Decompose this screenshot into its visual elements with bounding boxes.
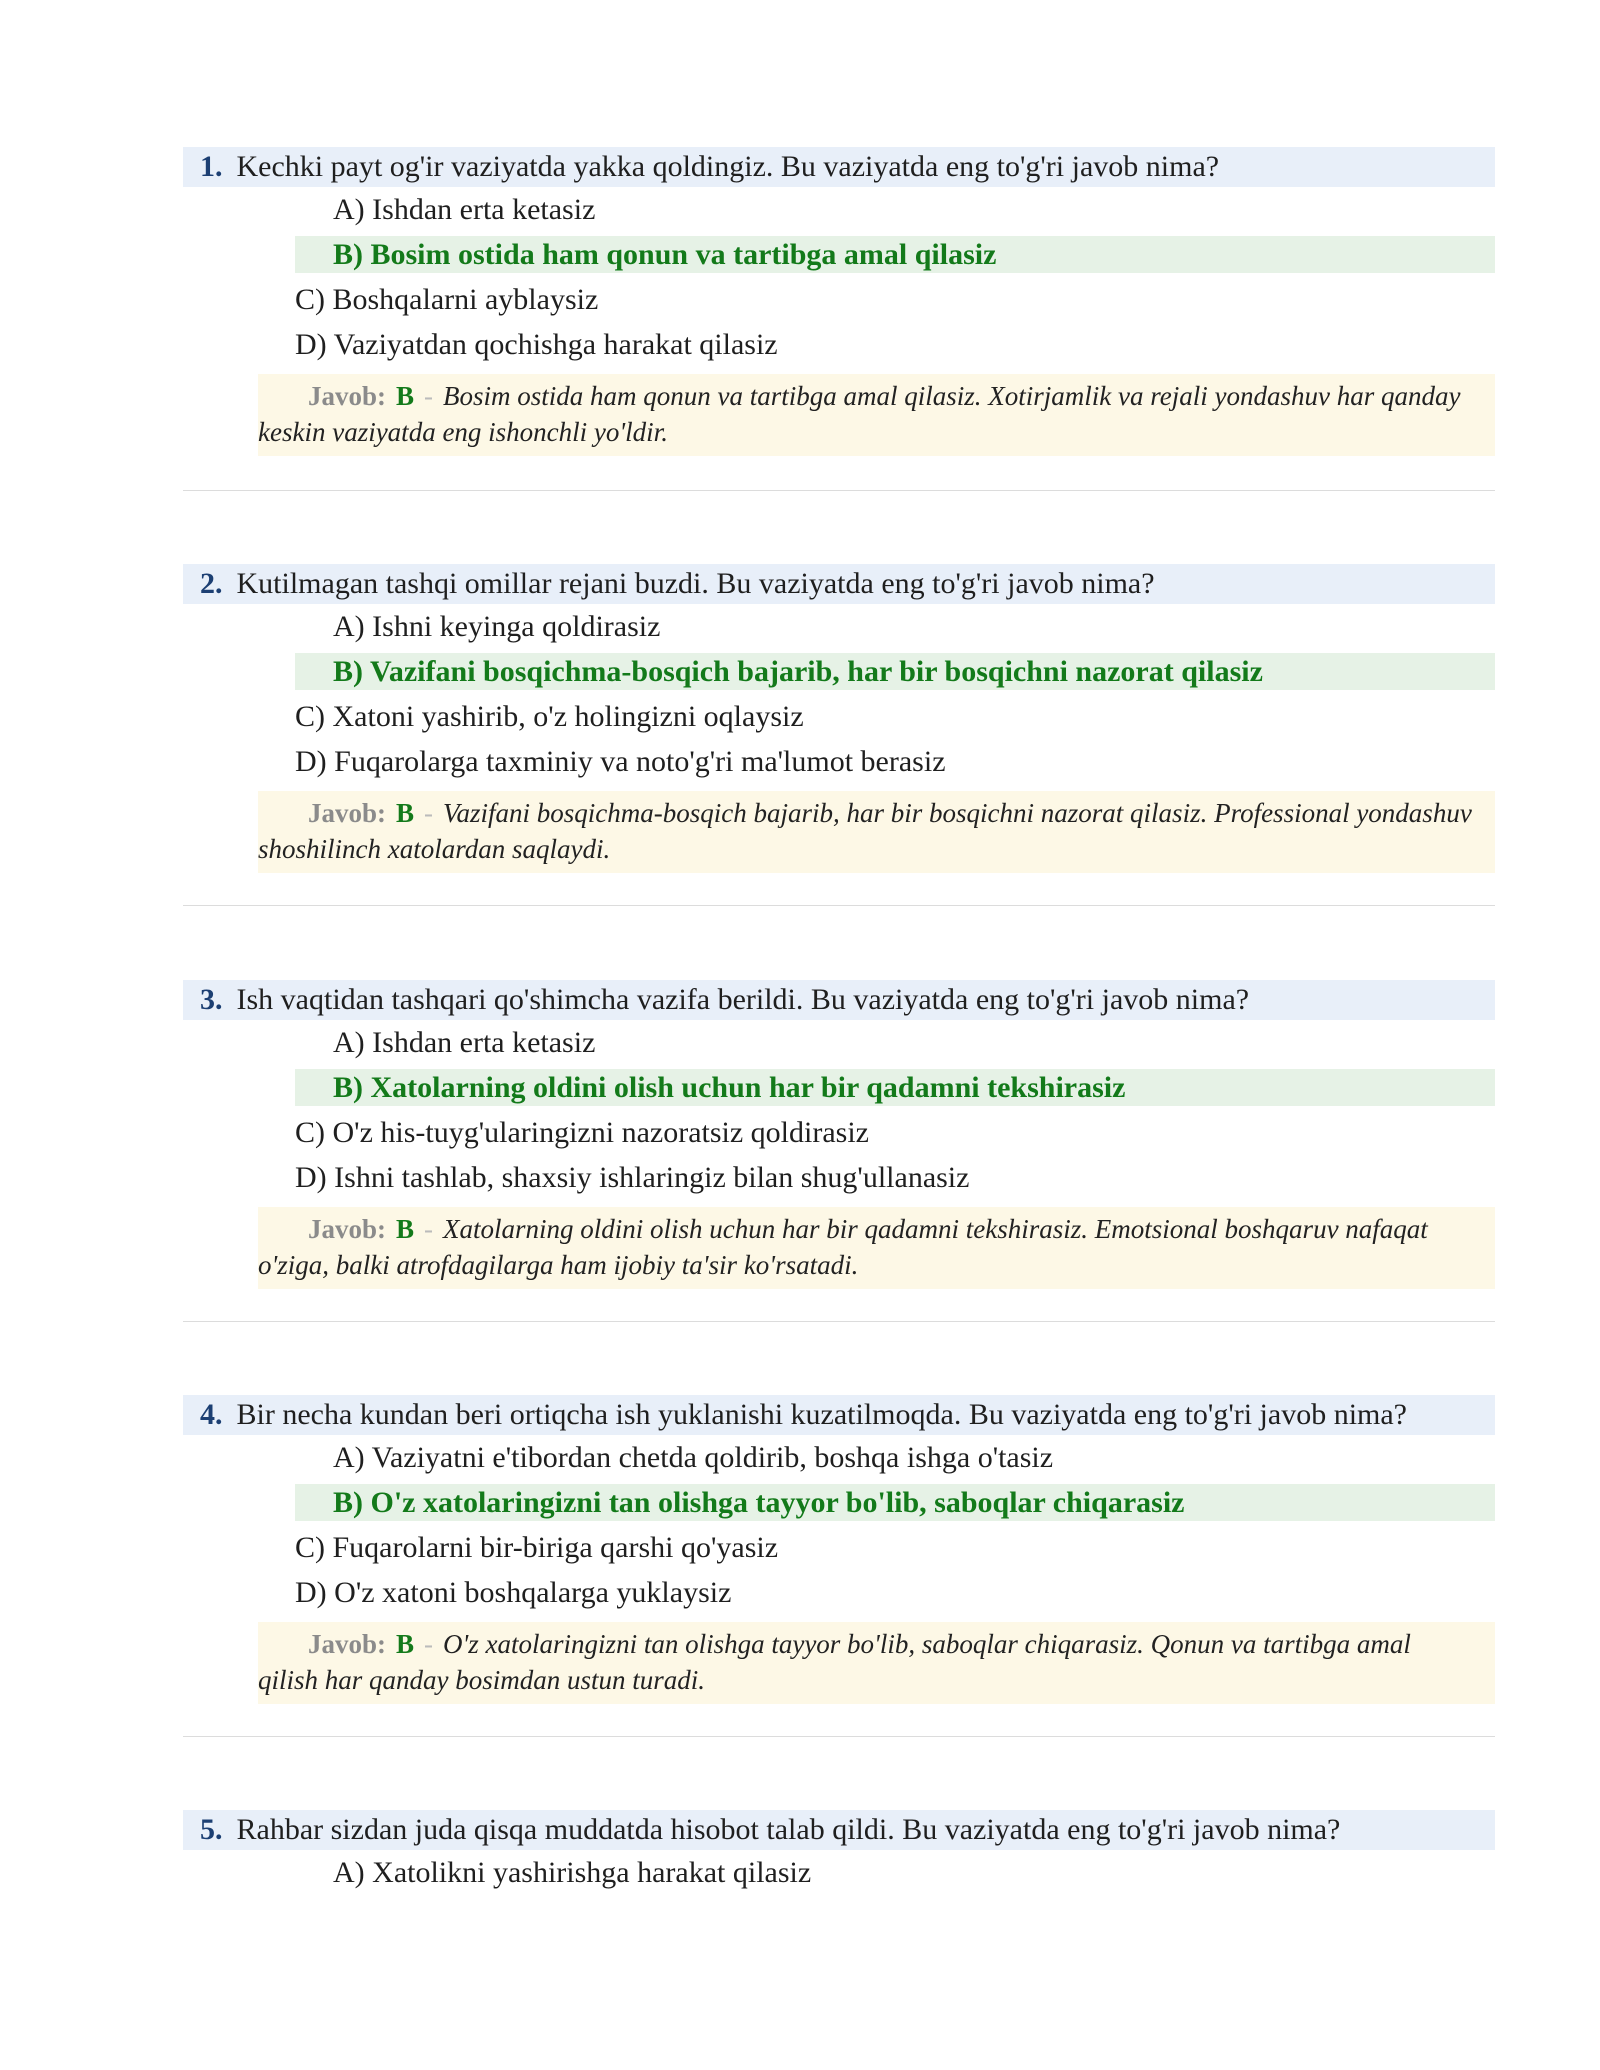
option-a: A) Ishdan erta ketasiz [333, 1026, 596, 1059]
question-line [183, 564, 1495, 604]
question-block-1 [183, 147, 1495, 456]
option-a: A) Ishdan erta ketasiz [333, 193, 596, 226]
question-number: 5. [200, 1813, 223, 1846]
question-block-5 [183, 1810, 1495, 1895]
question-line [183, 147, 1495, 187]
divider [183, 490, 1495, 491]
option-a: A) Ishni keyinga qoldirasiz [333, 610, 661, 643]
question-number: 1. [200, 150, 223, 183]
answer-label: Javob: [308, 798, 387, 828]
answer-dash: - [424, 798, 434, 828]
question-text: Ish vaqtidan tashqari qo'shimcha vazifa berildi. Bu vaziyatda eng to'g'ri javob nima? [236, 983, 1250, 1016]
answer-box [258, 1207, 1495, 1289]
option-d: D) O'z xatoni boshqalarga yuklaysiz [295, 1576, 732, 1609]
question-line [183, 980, 1495, 1020]
option-b-correct: B) O'z xatolaringizni tan olishga tayyor bo'lib, saboqlar chiqarasiz [295, 1484, 1495, 1521]
question-number: 4. [200, 1398, 223, 1431]
divider [183, 1736, 1495, 1737]
answer-explanation: Xatolarning oldini olish uchun har bir qadamni tekshirasiz. Emotsional boshqaruv nafaqat o'ziga, balki atrofdagilarga ham ijobiy ta'sir ko'rsatadi. [258, 1214, 1428, 1280]
option-a: A) Vaziyatni e'tibordan chetda qoldirib, boshqa ishga o'tasiz [333, 1441, 1054, 1474]
question-block-3 [183, 980, 1495, 1289]
option-b-correct: B) Xatolarning oldini olish uchun har bir qadamni tekshirasiz [295, 1069, 1495, 1106]
answer-box [258, 1622, 1495, 1704]
answer-box [258, 791, 1495, 873]
option-d: D) Vaziyatdan qochishga harakat qilasiz [295, 328, 778, 361]
option-d: D) Ishni tashlab, shaxsiy ishlaringiz bilan shug'ullanasiz [295, 1161, 970, 1194]
option-c: C) Boshqalarni ayblaysiz [295, 283, 599, 316]
answer-dash: - [424, 1214, 434, 1244]
question-line [183, 1810, 1495, 1850]
divider [183, 905, 1495, 906]
answer-letter: B [396, 798, 415, 828]
option-c: C) Xatoni yashirib, o'z holingizni oqlaysiz [295, 700, 804, 733]
answer-box [258, 374, 1495, 456]
option-c: C) O'z his-tuyg'ularingizni nazoratsiz qoldirasiz [295, 1116, 869, 1149]
answer-dash: - [424, 381, 434, 411]
answer-label: Javob: [308, 381, 387, 411]
divider [183, 1321, 1495, 1322]
answer-label: Javob: [308, 1629, 387, 1659]
option-b-correct: B) Bosim ostida ham qonun va tartibga amal qilasiz [295, 236, 1495, 273]
question-number: 3. [200, 983, 223, 1016]
option-d: D) Fuqarolarga taxminiy va noto'g'ri ma'lumot berasiz [295, 745, 946, 778]
option-c: C) Fuqarolarni bir-biriga qarshi qo'yasiz [295, 1531, 779, 1564]
answer-letter: B [396, 1214, 415, 1244]
question-text: Rahbar sizdan juda qisqa muddatda hisobot talab qildi. Bu vaziyatda eng to'g'ri javob nima? [236, 1813, 1341, 1846]
answer-explanation: Bosim ostida ham qonun va tartibga amal qilasiz. Xotirjamlik va rejali yondashuv har qanday keskin vaziyatda eng ishonchli yo'ldir. [258, 381, 1461, 447]
question-text: Kechki payt og'ir vaziyatda yakka qoldingiz. Bu vaziyatda eng to'g'ri javob nima? [236, 150, 1220, 183]
question-number: 2. [200, 567, 223, 600]
question-text: Kutilmagan tashqi omillar rejani buzdi. Bu vaziyatda eng to'g'ri javob nima? [236, 567, 1155, 600]
answer-explanation: Vazifani bosqichma-bosqich bajarib, har bir bosqichni nazorat qilasiz. Professional yondashuv shoshilinch xatolardan saqlaydi. [258, 798, 1472, 864]
question-line [183, 1395, 1495, 1435]
question-block-4 [183, 1395, 1495, 1704]
option-a: A) Xatolikni yashirishga harakat qilasiz [333, 1856, 812, 1889]
answer-explanation: O'z xatolaringizni tan olishga tayyor bo'lib, saboqlar chiqarasiz. Qonun va tartibga amal qilish har qanday bosimdan ustun turadi. [258, 1629, 1411, 1695]
answer-dash: - [424, 1629, 434, 1659]
option-b-correct: B) Vazifani bosqichma-bosqich bajarib, har bir bosqichni nazorat qilasiz [295, 653, 1495, 690]
answer-label: Javob: [308, 1214, 387, 1244]
question-block-2 [183, 564, 1495, 873]
answer-letter: B [396, 1629, 415, 1659]
answer-letter: B [396, 381, 415, 411]
question-text: Bir necha kundan beri ortiqcha ish yuklanishi kuzatilmoqda. Bu vaziyatda eng to'g'ri javob nima? [236, 1398, 1407, 1431]
